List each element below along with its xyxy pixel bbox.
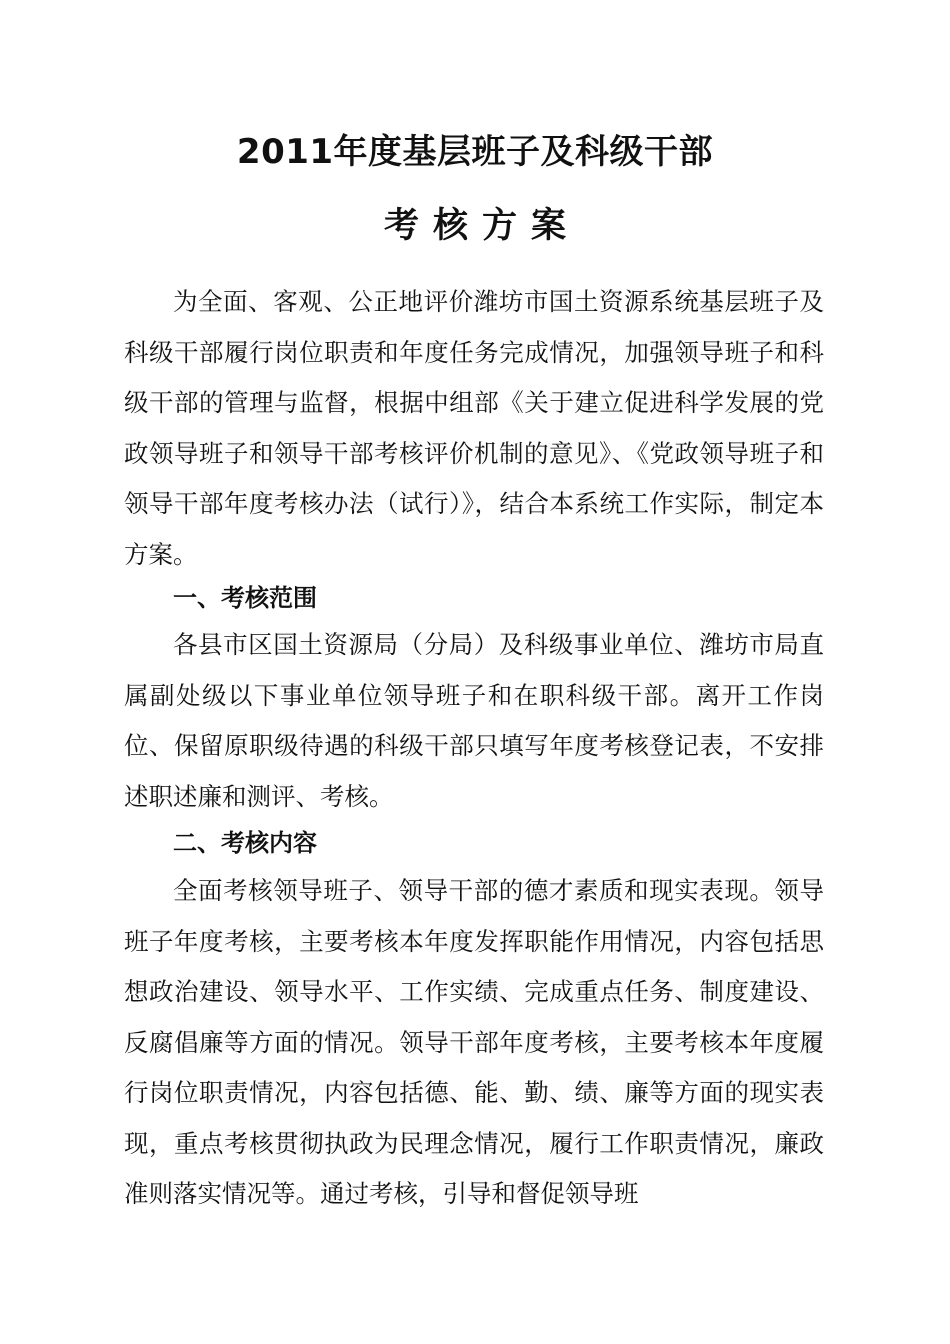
scope-paragraph: 各县市区国土资源局（分局）及科级事业单位、潍坊市局直属副处级以下事业单位领导班子和在职科级干部。离开工作岗位、保留原职级待遇的科级干部只填写年度考核登记表，不安排述职述廉和测评、考核。 bbox=[124, 630, 824, 811]
content-paragraph: 全面考核领导班子、领导干部的德才素质和现实表现。领导班子年度考核，主要考核本年度发挥职能作用情况，内容包括思想政治建设、领导水平、工作实绩、完成重点任务、制度建设、反腐倡廉等方面的情况。领导干部年度考核，主要考核本年度履行岗位职责情况，内容包括德、能、勤、绩、廉等方面的现实表现，重点考核贯彻执政为民理念情况，履行工作职责情况，廉政准则落实情况等。通过考核，引导和督促领导班 bbox=[124, 876, 824, 1208]
intro-paragraph: 为全面、客观、公正地评价潍坊市国土资源系统基层班子及科级干部履行岗位职责和年度任务完成情况，加强领导班子和科级干部的管理与监督，根据中组部《关于建立促进科学发展的党政领导班子和领导干部考核评价机制的意见》、《党政领导班子和领导干部年度考核办法（试行）》，结合本系统工作实际，制定本方案。 bbox=[124, 287, 824, 569]
section-heading-scope: 一、考核范围 bbox=[173, 584, 317, 612]
section-heading-content: 二、考核内容 bbox=[173, 829, 317, 857]
document-subtitle: 考核方案 bbox=[383, 206, 580, 246]
document-title: 2011年度基层班子及科级干部 bbox=[236, 132, 714, 172]
